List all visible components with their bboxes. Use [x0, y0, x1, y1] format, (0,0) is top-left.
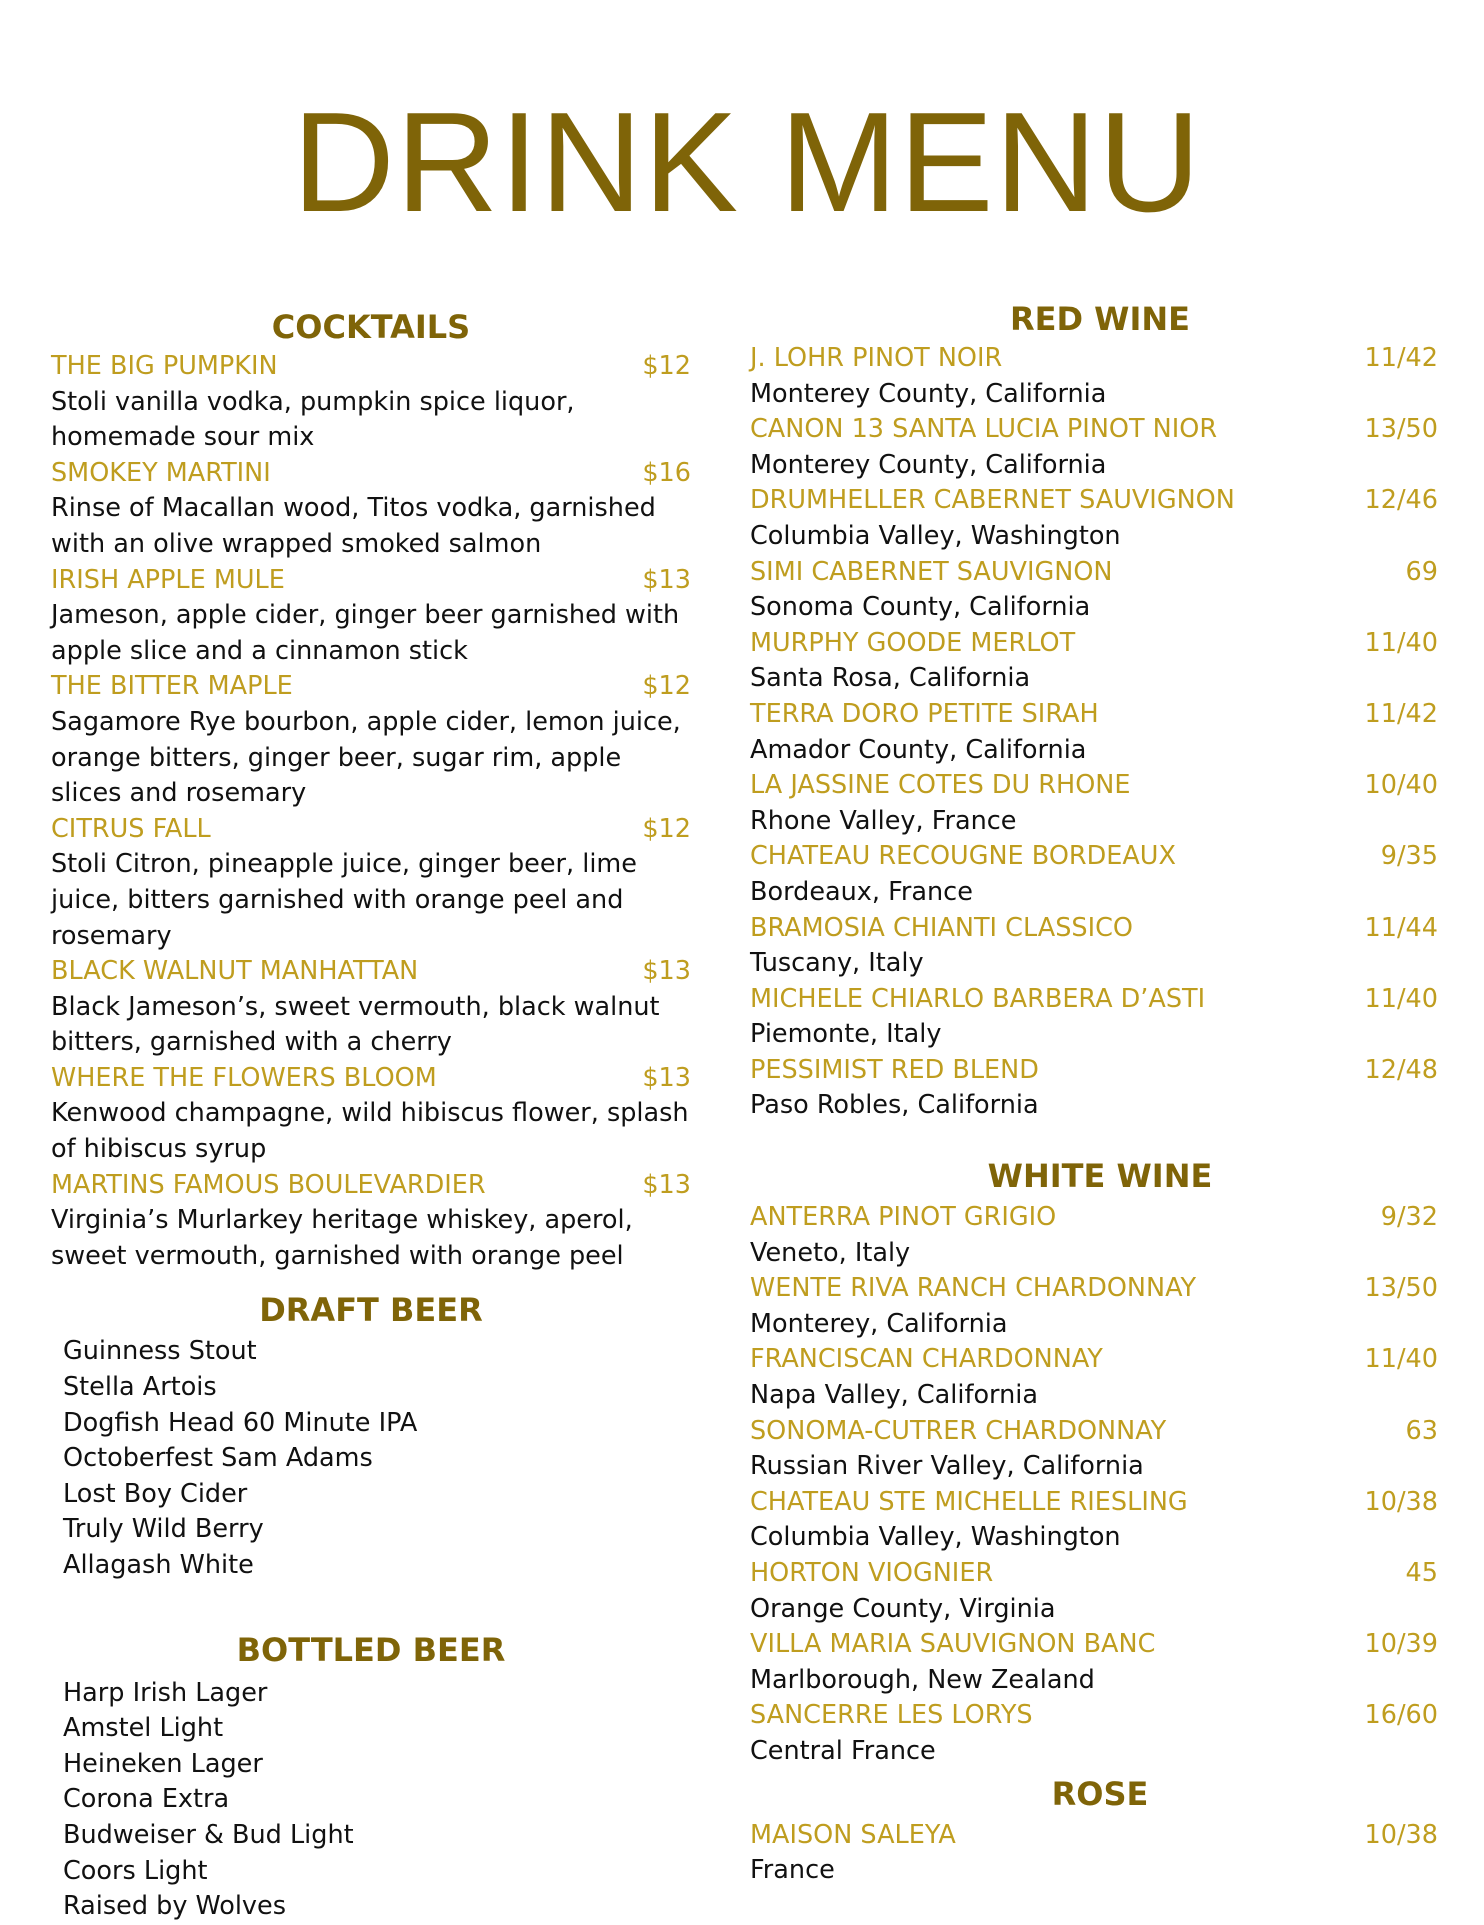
- menu-item-row: [750, 1556, 1450, 1592]
- white-wine-list: [750, 1200, 1450, 1770]
- menu-item-row: [51, 456, 691, 492]
- item-region: Monterey, California: [750, 1308, 1008, 1339]
- item-price: 10/40: [1364, 770, 1438, 801]
- item-name: SONOMA-CUTRER CHARDONNAY: [750, 1415, 1167, 1446]
- menu-item-row: [51, 954, 691, 990]
- item-price: 11/40: [1364, 627, 1438, 658]
- item-price: $13: [642, 564, 691, 595]
- item-region: Amador County, California: [750, 734, 1087, 765]
- item-description: Sagamore Rye bourbon, apple cider, lemon juice, orange bitters, ginger beer, sugar rim, apple slices and rosemary: [51, 706, 681, 809]
- menu-item-row: [750, 1271, 1450, 1307]
- item-region: Central France: [750, 1735, 936, 1766]
- item-name: PESSIMIST RED BLEND: [750, 1054, 1039, 1085]
- item-price: 69: [1405, 556, 1438, 587]
- item-region: Piemonte, Italy: [750, 1019, 942, 1050]
- item-price: 11/40: [1364, 1344, 1438, 1375]
- item-price: 9/35: [1380, 841, 1438, 872]
- item-name: THE BIG PUMPKIN: [51, 351, 278, 381]
- item-name: DRUMHELLER CABERNET SAUVIGNON: [750, 485, 1235, 516]
- item-name: MAISON SALEYA: [750, 1819, 956, 1850]
- item-name: WENTE RIVA RANCH CHARDONNAY: [750, 1273, 1197, 1304]
- item-price: 16/60: [1364, 1700, 1438, 1731]
- item-price: 11/42: [1364, 698, 1438, 729]
- menu-item-row: [750, 1627, 1450, 1663]
- beer-item: Heineken Lager: [63, 1748, 263, 1779]
- beer-item: Raised by Wolves: [63, 1891, 286, 1922]
- item-price: 10/38: [1364, 1486, 1438, 1517]
- item-name: BLACK WALNUT MANHATTAN: [51, 956, 419, 987]
- item-region: France: [750, 1855, 835, 1886]
- item-price: $13: [642, 1169, 691, 1200]
- menu-item-row: [750, 1414, 1450, 1450]
- item-price: 13/50: [1364, 414, 1438, 445]
- item-price: $12: [642, 671, 691, 702]
- beer-item: Stella Artois: [63, 1372, 217, 1403]
- item-description: Stoli vanilla vodka, pumpkin spice liquor, homemade sour mix: [51, 386, 575, 453]
- item-region: Tuscany, Italy: [750, 948, 924, 979]
- item-description: Virginia’s Murlarkey heritage whiskey, aperol, sweet vermouth, garnished with orange peel: [51, 1205, 633, 1271]
- item-description: Rinse of Macallan wood, Titos vodka, garnished with an olive wrapped smoked salmon: [51, 493, 656, 559]
- menu-item-row: [51, 1168, 691, 1204]
- left-column: [51, 305, 691, 1925]
- menu-item-row: [750, 626, 1450, 662]
- menu-item-row: [750, 483, 1450, 519]
- item-region: Santa Rosa, California: [750, 663, 1031, 694]
- beer-item: Guinness Stout: [63, 1336, 257, 1367]
- item-name: LA JASSINE COTES DU RHONE: [750, 770, 1131, 801]
- item-price: $13: [642, 1062, 691, 1093]
- item-region: Sonoma County, California: [750, 592, 1091, 623]
- white-wine-heading: WHITE WINE: [987, 1157, 1213, 1196]
- item-price: 11/42: [1364, 343, 1438, 373]
- draft-beer-list: [51, 1334, 691, 1583]
- beer-item: Allagash White: [63, 1550, 254, 1580]
- item-region: Orange County, Virginia: [750, 1593, 1056, 1624]
- item-name: THE BITTER MAPLE: [51, 671, 293, 702]
- item-name: CHATEAU STE MICHELLE RIESLING: [750, 1486, 1188, 1517]
- item-name: FRANCISCAN CHARDONNAY: [750, 1344, 1103, 1375]
- menu-item-row: [750, 768, 1450, 804]
- item-name: ANTERRA PINOT GRIGIO: [750, 1202, 1057, 1233]
- item-name: HORTON VIOGNIER: [750, 1558, 994, 1588]
- menu-item-row: [750, 1485, 1450, 1521]
- red-wine-list: [750, 341, 1450, 1124]
- item-price: $12: [642, 351, 691, 381]
- menu-item-row: [750, 1342, 1450, 1378]
- item-description: Kenwood champagne, wild hibiscus flower, splash of hibiscus syrup: [51, 1098, 689, 1165]
- menu-item-row: [750, 697, 1450, 733]
- item-name: VILLA MARIA SAUVIGNON BANC: [750, 1629, 1156, 1660]
- item-price: 9/32: [1380, 1202, 1438, 1233]
- beer-item: Dogfish Head 60 Minute IPA: [63, 1407, 418, 1438]
- menu-item-row: [750, 1818, 1450, 1854]
- menu-item-row: [51, 812, 691, 848]
- item-name: IRISH APPLE MULE: [51, 564, 285, 595]
- item-region: Napa Valley, California: [750, 1380, 1038, 1411]
- item-price: $12: [642, 813, 691, 844]
- beer-item: Amstel Light: [63, 1713, 224, 1744]
- beer-item: Lost Boy Cider: [63, 1478, 248, 1509]
- item-name: CANON 13 SANTA LUCIA PINOT NIOR: [750, 414, 1218, 445]
- beer-item: Harp Irish Lager: [63, 1677, 268, 1708]
- item-price: 13/50: [1364, 1273, 1438, 1304]
- cocktails-heading: COCKTAILS: [271, 308, 471, 346]
- beer-item: Budweiser & Bud Light: [63, 1819, 354, 1850]
- menu-item-row: [750, 1698, 1450, 1734]
- bottled-beer-heading: BOTTLED BEER: [236, 1630, 506, 1669]
- menu-item-row: [51, 563, 691, 599]
- beer-item: Octoberfest Sam Adams: [63, 1443, 373, 1474]
- item-price: 11/40: [1364, 983, 1438, 1014]
- item-price: 11/44: [1364, 912, 1438, 943]
- item-name: J. LOHR PINOT NOIR: [750, 343, 1003, 373]
- item-price: $13: [642, 956, 691, 987]
- item-price: 63: [1405, 1415, 1438, 1446]
- beer-item: Coors Light: [63, 1855, 208, 1886]
- item-name: MICHELE CHIARLO BARBERA D’ASTI: [750, 983, 1206, 1014]
- item-name: WHERE THE FLOWERS BLOOM: [51, 1062, 437, 1093]
- item-price: 12/46: [1364, 485, 1438, 516]
- item-region: Monterey County, California: [750, 378, 1107, 409]
- item-description: Black Jameson’s, sweet vermouth, black walnut bitters, garnished with a cherry: [51, 991, 660, 1058]
- menu-item-row: [51, 1061, 691, 1097]
- item-description: Jameson, apple cider, ginger beer garnished with apple slice and a cinnamon stick: [51, 600, 680, 666]
- item-region: Veneto, Italy: [750, 1237, 911, 1268]
- item-region: Paso Robles, California: [750, 1090, 1039, 1121]
- item-region: Monterey County, California: [750, 449, 1107, 480]
- item-name: MURPHY GOODE MERLOT: [750, 627, 1076, 658]
- item-name: SANCERRE LES LORYS: [750, 1700, 1033, 1731]
- item-name: SIMI CABERNET SAUVIGNON: [750, 556, 1113, 587]
- menu-item-row: [51, 669, 691, 705]
- item-price: 45: [1405, 1558, 1438, 1588]
- menu-item-row: [51, 349, 691, 385]
- right-column: [750, 297, 1450, 1889]
- item-price: 10/39: [1364, 1629, 1438, 1660]
- beer-item: Corona Extra: [63, 1784, 230, 1815]
- item-region: Bordeaux, France: [750, 876, 973, 907]
- item-price: 10/38: [1364, 1819, 1438, 1850]
- bottled-beer-list: [51, 1676, 691, 1925]
- item-name: CHATEAU RECOUGNE BORDEAUX: [750, 841, 1176, 872]
- rose-list: [750, 1818, 1450, 1889]
- red-wine-heading: RED WINE: [1009, 300, 1191, 338]
- item-region: Columbia Valley, Washington: [750, 520, 1121, 551]
- menu-item-row: [750, 555, 1450, 591]
- item-region: Columbia Valley, Washington: [750, 1522, 1121, 1553]
- item-name: SMOKEY MARTINI: [51, 457, 271, 488]
- menu-item-row: [750, 982, 1450, 1018]
- menu-item-row: [750, 1053, 1450, 1089]
- item-price: $16: [642, 457, 691, 488]
- item-name: MARTINS FAMOUS BOULEVARDIER: [51, 1169, 486, 1200]
- item-name: TERRA DORO PETITE SIRAH: [750, 698, 1099, 729]
- rose-heading: ROSE: [1051, 1774, 1149, 1813]
- menu-item-row: [750, 911, 1450, 947]
- cocktails-list: [51, 349, 691, 1274]
- item-region: Russian River Valley, California: [750, 1451, 1144, 1482]
- menu-item-row: [750, 412, 1450, 448]
- item-description: Stoli Citron, pineapple juice, ginger beer, lime juice, bitters garnished with orange peel and rosemary: [51, 849, 637, 951]
- item-region: Marlborough, New Zealand: [750, 1664, 1095, 1695]
- menu-item-row: [750, 839, 1450, 875]
- item-region: Rhone Valley, France: [750, 805, 1017, 836]
- draft-beer-heading: DRAFT BEER: [259, 1291, 483, 1330]
- page-title: DRINK MENU: [292, 83, 1202, 242]
- item-price: 12/48: [1364, 1054, 1438, 1085]
- menu-item-row: [750, 1200, 1450, 1236]
- beer-item: Truly Wild Berry: [63, 1514, 264, 1545]
- menu-item-row: [750, 341, 1450, 377]
- item-name: CITRUS FALL: [51, 813, 211, 844]
- item-name: BRAMOSIA CHIANTI CLASSICO: [750, 912, 1133, 943]
